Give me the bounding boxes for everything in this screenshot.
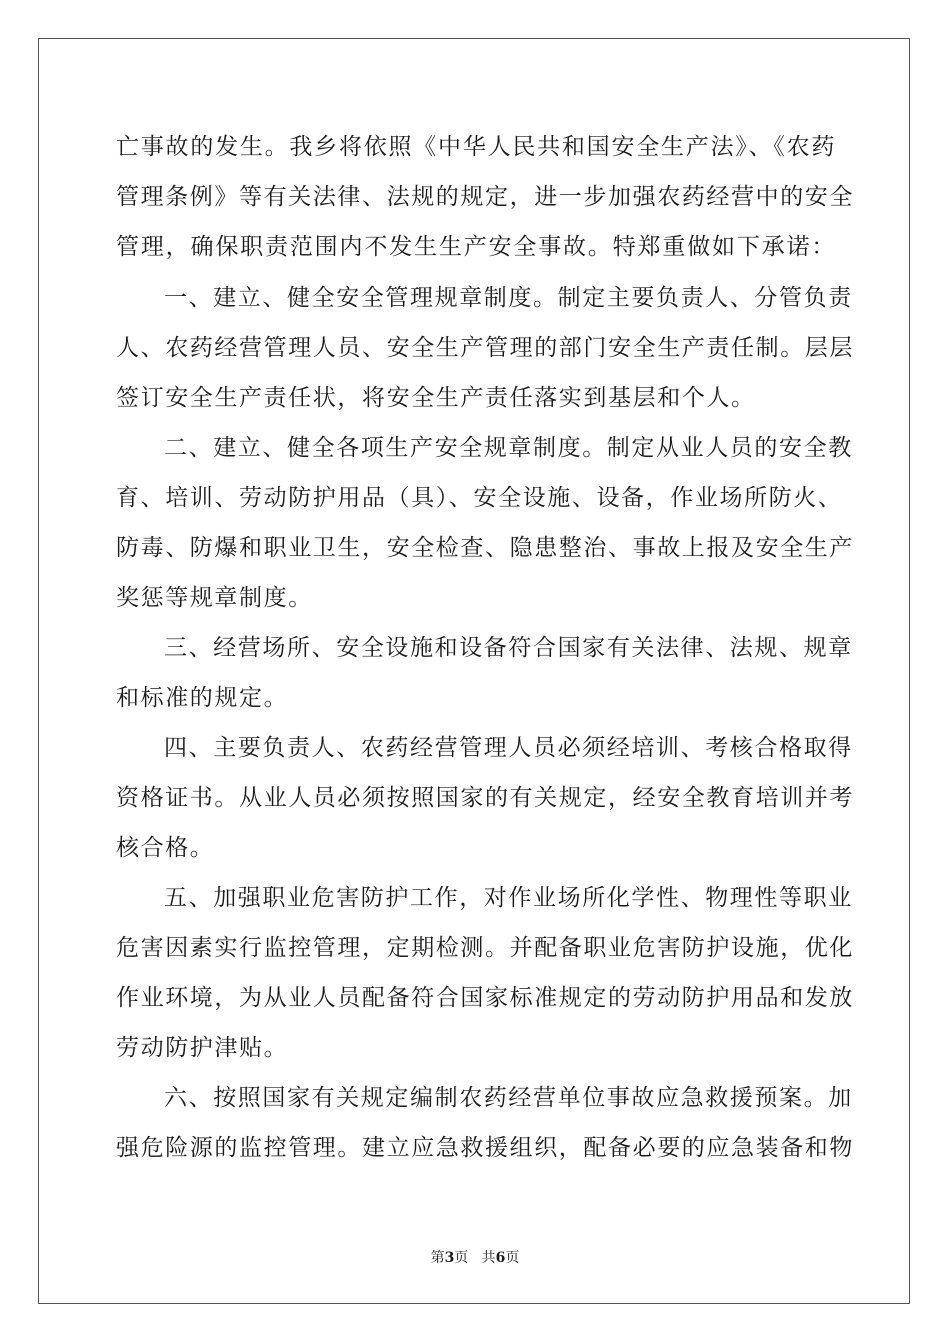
text-line: 强危险源的监控管理。建立应急救援组织，配备必要的应急装备和物 xyxy=(116,1135,854,1161)
text-line: 作业环境，为从业人员配备符合国家标准规定的劳动防护用品和发放 xyxy=(116,985,854,1011)
total-suffix: 页 xyxy=(505,1250,520,1266)
text-line: 危害因素实行监控管理，定期检测。并配备职业危害防护设施，优化 xyxy=(116,935,854,961)
text-line: 奖惩等规章制度。 xyxy=(116,585,313,611)
text-line: 管理条例》等有关法律、法规的规定，进一步加强农药经营中的安全 xyxy=(116,184,854,210)
page-prefix: 第 xyxy=(430,1250,445,1266)
text-line: 劳动防护津贴。 xyxy=(116,1035,289,1061)
paragraph-6-first-line: 六、按照国家有关规定编制农药经营单位事故应急救援预案。加 xyxy=(164,1085,853,1111)
text-line: 亡事故的发生。我乡将依照《中华人民共和国安全生产法》、《农药 xyxy=(116,134,836,160)
page-suffix: 页 xyxy=(454,1250,469,1266)
paragraph-4-first-line: 四、主要负责人、农药经营管理人员必须经培训、考核合格取得 xyxy=(164,735,853,761)
text-line: 防毒、防爆和职业卫生，安全检查、隐患整治、事故上报及安全生产 xyxy=(116,535,854,561)
paragraph-2-first-line: 二、建立、健全各项生产安全规章制度。制定从业人员的安全教 xyxy=(164,435,853,461)
page-number: 3 xyxy=(444,1250,455,1266)
text-line: 和标准的规定。 xyxy=(116,685,289,711)
text-line: 人、农药经营管理人员、安全生产管理的部门安全生产责任制。层层 xyxy=(116,335,854,361)
text-line: 资格证书。从业人员必须按照国家的有关规定，经安全教育培训并考 xyxy=(116,785,854,811)
page-footer xyxy=(0,1248,950,1268)
total-prefix: 共 xyxy=(481,1250,496,1266)
paragraph-3-first-line: 三、经营场所、安全设施和设备符合国家有关法律、法规、规章 xyxy=(164,635,853,661)
paragraph-5-first-line: 五、加强职业危害防护工作，对作业场所化学性、物理性等职业 xyxy=(164,885,853,911)
text-line: 育、培训、劳动防护用品（具）、安全设施、设备，作业场所防火、 xyxy=(116,485,843,511)
paragraph-1-first-line: 一、建立、健全安全管理规章制度。制定主要负责人、分管负责 xyxy=(164,285,853,311)
total-pages: 6 xyxy=(495,1250,506,1266)
text-line: 核合格。 xyxy=(116,835,215,861)
text-line: 管理，确保职责范围内不发生生产安全事故。特郑重做如下承诺： xyxy=(116,234,836,260)
text-line: 签订安全生产责任状，将安全生产责任落实到基层和个人。 xyxy=(116,385,756,411)
